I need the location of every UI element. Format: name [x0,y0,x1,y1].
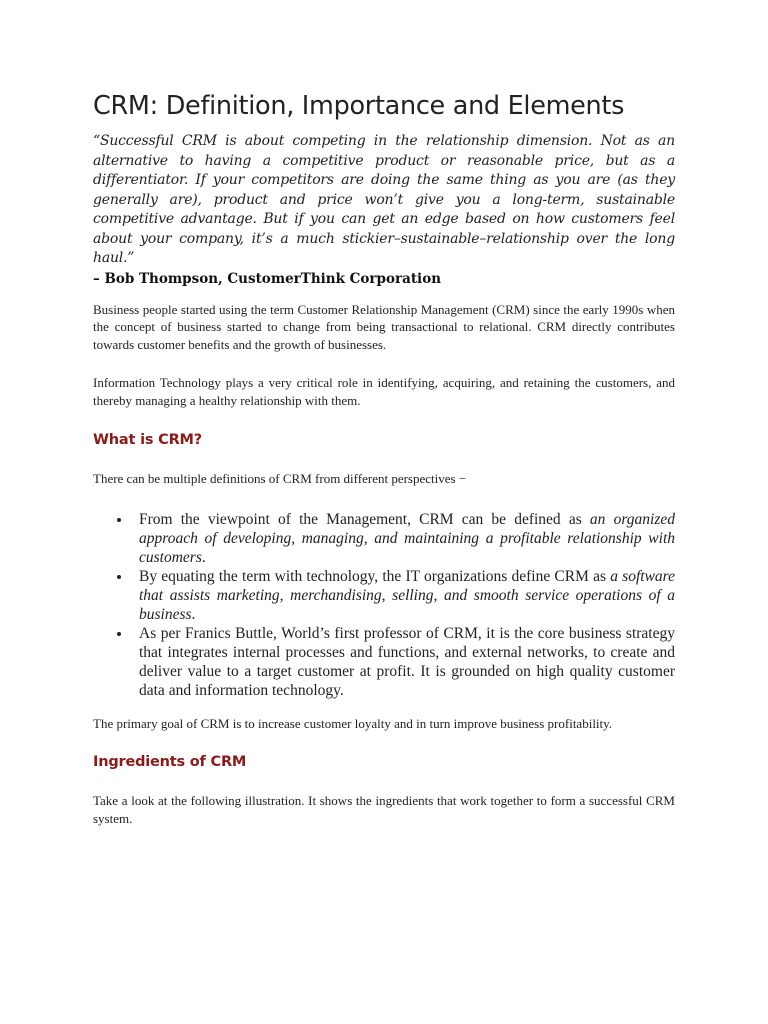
page-title: CRM: Definition, Importance and Elements [93,91,625,121]
intro-paragraph-1: Business people started using the term Customer Relationship Management (CRM) since the early 1990s when the concept of business started to change from being transactional to relational. CRM directly contributes towards customer benefits and the growth of businesses. [93,301,675,352]
bullet-text: By equating the term with technology, the IT organizations define CRM as [139,567,611,585]
bullet-icon [117,632,121,636]
bullet-tail: . [191,605,196,623]
bullet-icon [117,518,121,522]
list-item [93,624,675,700]
document-page [93,88,675,848]
bullet-tail: . [201,548,206,566]
bullet-emphasis: a software that assists marketing, merchandising, selling, and smooth service operations of a business [139,567,675,623]
list-item [93,567,675,624]
bullet-text: From the viewpoint of the Management, CRM can be defined as [139,510,590,528]
bullet-emphasis: an organized approach of developing, managing, and maintaining a profitable relationship with customers [139,510,675,566]
primary-goal-paragraph: The primary goal of CRM is to increase customer loyalty and in turn improve business profitability. [93,715,613,731]
definitions-list [93,510,675,700]
intro-paragraph-2: Information Technology plays a very critical role in identifying, acquiring, and retaining the customers, and thereby managing a healthy relationship with them. [93,375,675,408]
quote-attribution: – Bob Thompson, CustomerThink Corporation [93,270,442,287]
bullet-text: As per Franics Buttle, World’s first professor of CRM, it is the core business strategy that integrates internal processes and functions, and external networks, to create and deliver value to a target customer at profit. It is grounded on high quality customer data and information technology. [139,624,675,699]
definitions-lead: There can be multiple definitions of CRM from different perspectives − [93,471,467,486]
ingredients-paragraph: Take a look at the following illustration. It shows the ingredients that work together to form a successful CRM system. [93,793,675,826]
bullet-icon [117,575,121,579]
section-heading-ingredients: Ingredients of CRM [93,754,247,770]
opening-quote: “Successful CRM is about competing in the relationship dimension. Not as an alternative to having a competitive product or reasonable price, but as a differentiator. If your competitors are doing the same thing as you are (as they generally are), product and price won’t give you a long-term, sustainable competitive advantage. But if you can get an edge based on how customers feel about your company, it’s a much stickier–sustainable–relationship over the long haul.” [93,133,675,266]
list-item [93,510,675,567]
section-heading-what-is-crm: What is CRM? [93,432,202,448]
